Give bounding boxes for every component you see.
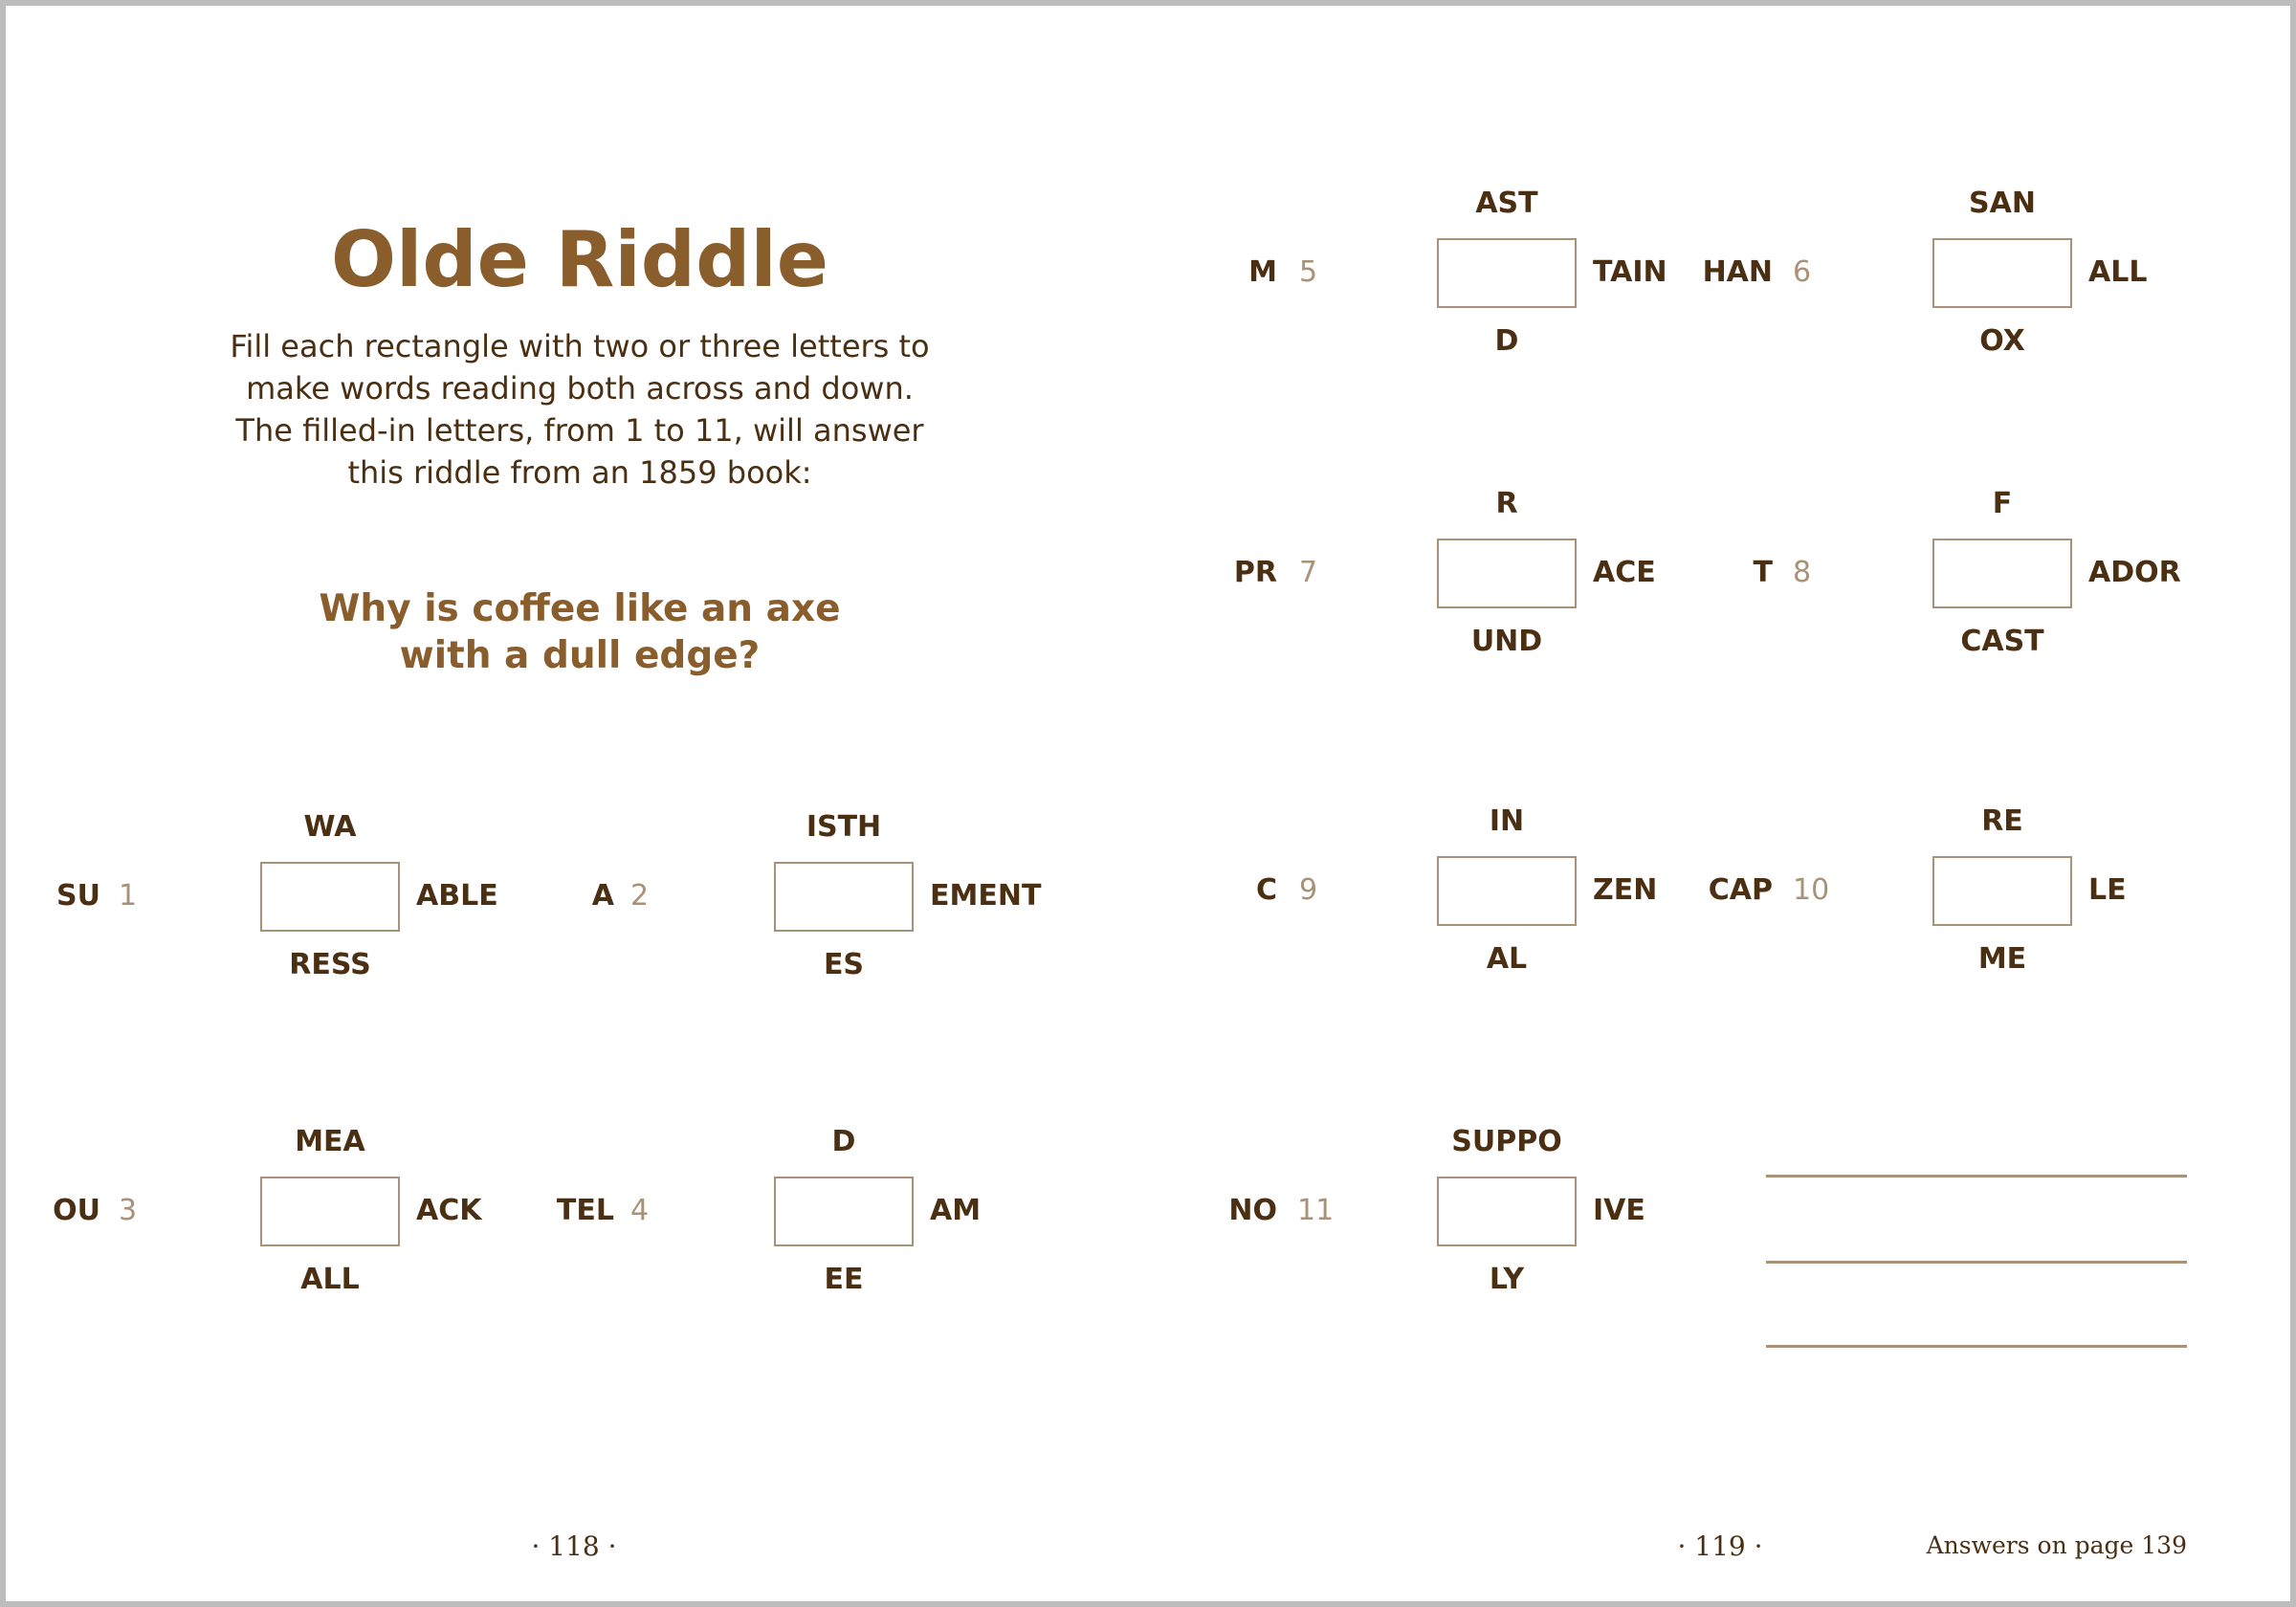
puzzle-number: 5 [1299, 255, 1318, 289]
puzzle-right-clue: EMENT [930, 879, 1042, 913]
puzzle-bottom-clue: RESS [289, 948, 371, 981]
puzzle-top-clue: RE [1981, 804, 2023, 838]
puzzle-top-clue: WA [303, 810, 357, 844]
answer-box[interactable] [1437, 238, 1577, 308]
book-spread [6, 6, 2290, 1601]
puzzle-left-clue: SU [56, 879, 100, 913]
puzzle-bottom-clue: LY [1489, 1263, 1525, 1296]
puzzle-number: 6 [1793, 255, 1812, 289]
answer-box[interactable] [260, 1177, 400, 1246]
answer-box[interactable] [260, 862, 400, 932]
puzzle-4 [556, 1125, 982, 1296]
puzzle-left-clue: HAN [1702, 255, 1773, 289]
puzzle-5 [1248, 187, 1667, 358]
page-title: Olde Riddle [330, 215, 829, 304]
instructions-line: The filled-in letters, from 1 to 11, will answer [235, 412, 924, 449]
puzzle-bottom-clue: UND [1470, 625, 1543, 658]
riddle-line: with a dull edge? [399, 634, 761, 677]
puzzle-11 [1228, 1125, 1645, 1296]
instructions [178, 325, 982, 494]
puzzle-3 [53, 1125, 482, 1296]
instructions-line: this riddle from an 1859 book: [347, 454, 812, 491]
puzzle-right-clue: ACK [416, 1194, 482, 1227]
answer-box[interactable] [1932, 856, 2072, 926]
answer-line[interactable] [1766, 1345, 2187, 1348]
puzzle-bottom-clue: D [1494, 324, 1519, 358]
puzzle-left-clue: PR [1233, 556, 1277, 589]
puzzle-bottom-clue: ALL [300, 1263, 360, 1296]
puzzle-top-clue: IN [1489, 804, 1525, 838]
puzzle-top-clue: SAN [1969, 187, 2036, 220]
riddle-question [197, 585, 962, 679]
puzzle-top-clue: F [1992, 487, 2013, 520]
puzzle-left-clue: CAP [1708, 873, 1773, 907]
puzzle-bottom-clue: AL [1486, 942, 1528, 976]
instructions-line: Fill each rectangle with two or three letters to [230, 328, 930, 364]
puzzle-number: 7 [1299, 556, 1318, 589]
puzzle-right-clue: ADOR [2088, 556, 2181, 589]
puzzle-2 [591, 810, 1042, 981]
puzzle-top-clue: D [831, 1125, 856, 1158]
answer-box[interactable] [1932, 539, 2072, 608]
puzzle-top-clue: ISTH [806, 810, 882, 844]
puzzle-top-clue: MEA [295, 1125, 365, 1158]
puzzle-1 [56, 810, 498, 981]
puzzle-left-clue: TEL [556, 1194, 614, 1227]
puzzle-right-clue: ZEN [1593, 873, 1658, 907]
puzzle-bottom-clue: CAST [1960, 625, 2044, 658]
puzzle-bottom-clue: OX [1979, 324, 2025, 358]
puzzle-left-clue: OU [53, 1194, 100, 1227]
puzzle-bottom-clue: ME [1977, 942, 2027, 976]
puzzle-number: 4 [630, 1194, 650, 1227]
puzzle-top-clue: AST [1475, 187, 1538, 220]
puzzle-number: 3 [119, 1194, 138, 1227]
riddle-line: Why is coffee like an axe [319, 587, 841, 630]
puzzle-number: 1 [119, 879, 138, 913]
puzzle-bottom-clue: EE [824, 1263, 864, 1296]
puzzle-right-clue: ABLE [416, 879, 498, 913]
answers-note: Answers on page 139 [1926, 1531, 2187, 1559]
puzzle-bottom-clue: ES [823, 948, 865, 981]
puzzle-9 [1255, 804, 1658, 976]
puzzle-left-clue: NO [1228, 1194, 1277, 1227]
answer-box[interactable] [774, 862, 914, 932]
page-number-left: · 118 · [531, 1530, 617, 1562]
answer-box[interactable] [1437, 856, 1577, 926]
answer-line[interactable] [1766, 1175, 2187, 1178]
puzzle-number: 9 [1299, 873, 1318, 907]
puzzle-6 [1702, 187, 2148, 358]
answer-box[interactable] [1437, 1177, 1577, 1246]
answer-box[interactable] [1437, 539, 1577, 608]
puzzle-10 [1708, 804, 2127, 976]
puzzle-right-clue: AM [930, 1194, 982, 1227]
answer-line[interactable] [1766, 1261, 2187, 1264]
puzzle-right-clue: LE [2088, 873, 2127, 907]
answer-box[interactable] [1932, 238, 2072, 308]
puzzle-left-clue: T [1753, 556, 1773, 589]
puzzle-right-clue: IVE [1593, 1194, 1645, 1227]
puzzle-left-clue: A [591, 879, 614, 913]
instructions-line: make words reading both across and down. [246, 370, 914, 407]
answer-box[interactable] [774, 1177, 914, 1246]
page-number-right: · 119 · [1677, 1530, 1763, 1562]
puzzle-left-clue: M [1248, 255, 1277, 289]
puzzle-number: 2 [630, 879, 650, 913]
puzzle-top-clue: SUPPO [1451, 1125, 1562, 1158]
puzzle-right-clue: TAIN [1593, 255, 1667, 289]
puzzle-number: 11 [1297, 1194, 1335, 1227]
puzzle-right-clue: ALL [2088, 255, 2148, 289]
puzzle-right-clue: ACE [1593, 556, 1656, 589]
puzzle-number: 10 [1793, 873, 1830, 907]
puzzle-top-clue: R [1495, 487, 1518, 520]
puzzle-number: 8 [1793, 556, 1812, 589]
puzzle-left-clue: C [1255, 873, 1277, 907]
